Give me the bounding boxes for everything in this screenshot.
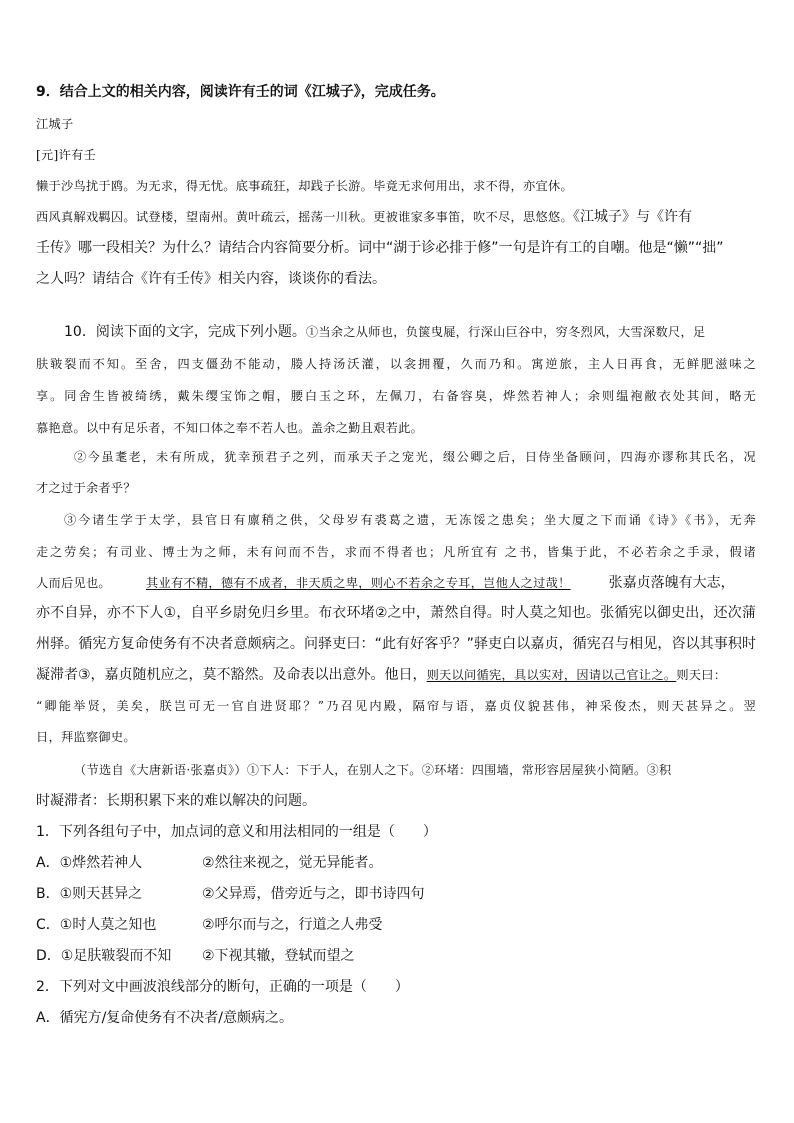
passage-line: 亦不自异，亦不下人①，自平乡尉免归乡里。布衣环堵②之中，萧然自得。时人莫之知也。张循宪以御史出，还次蒲 — [36, 605, 756, 621]
option-text: ②下视其辙，登轼而望之 — [202, 948, 355, 964]
option-text: D．①足肤皲裂而不知 — [36, 948, 172, 964]
q10-intro-text: 10．阅读下面的文字，完成下列小题。 — [64, 324, 306, 340]
passage-text: 则天曰： — [676, 668, 727, 682]
passage-text: 凝滞者③，嘉贞随机应之，莫不豁然。及命表以出意外。他日， — [36, 667, 427, 683]
poem-author: [元]许有壬 — [36, 148, 97, 162]
mcq2-option-a[interactable]: A．循宪方/复命使务有不决者/意颇病之。 — [36, 1010, 294, 1026]
passage-line — [146, 573, 756, 593]
option-text: A．①烨然若神人 — [36, 855, 143, 871]
passage-line: 州驿。循宪方复命使务有不决者意颇病之。问驿吏曰：“此有好客乎？”驿吏白以嘉贞，循宪召与相见，咨以其事积时 — [36, 636, 756, 652]
passage-line — [36, 665, 756, 685]
passage-text: 张嘉贞落魄有大志， — [608, 575, 735, 591]
poem-line-text: 西风真解戏羁囚。试登楼，望南州。黄叶疏云，摇荡一川秋。更被谁家多事笛，吹不尽，思悠悠。 — [36, 210, 573, 224]
passage-line: 人而后见也。 — [36, 576, 111, 590]
mcq1-option-c[interactable] — [36, 915, 756, 935]
option-text: C．①时人莫之知也 — [36, 917, 157, 933]
q9-prompt: 9．结合上文的相关内容，阅读许有壬的词《江城子》，完成任务。 — [36, 84, 445, 100]
footnote-line: 时凝滞者：长期积累下来的难以解决的问题。 — [36, 793, 316, 809]
q10-intro — [64, 322, 756, 342]
mcq1-option-b[interactable] — [36, 884, 756, 904]
poem-line — [36, 207, 756, 227]
poem-line: 懒于沙鸟扰于鸥。为无求，得无忧。底事疏狂，却践子长游。毕竟无求何用出，求不得，亦宜休。 — [36, 179, 573, 193]
option-text: B．①则天甚异之 — [36, 886, 143, 902]
passage-line: ③今诸生学于太学，县官日有廪稍之供，父母岁有裘葛之遗，无冻馁之患矣；坐大厦之下而诵《诗》《书》，无奔 — [64, 513, 756, 527]
mcq1-option-d[interactable] — [36, 946, 756, 966]
passage-line: 肤皲裂而不知。至舍，四支僵劲不能动，媵人持汤沃灌，以衾拥覆，久而乃和。寓逆旅，主人日再食，无鲜肥滋味之 — [36, 357, 756, 371]
passage-line: 日，拜监察御史。 — [36, 730, 136, 744]
underlined-sentence: 其业有不精，德有不成者，非天质之卑，则心不若余之专耳，岂他人之过哉！ — [146, 576, 571, 590]
passage-line: 慕艳意。以中有足乐者，不知口体之奉不若人也。盖余之勤且艰若此。 — [36, 421, 424, 435]
poem-title: 江城子 — [36, 117, 74, 131]
q9-task-text: 之人吗？请结合《许有壬传》相关内容，谈谈你的看法。 — [36, 271, 386, 287]
passage-line: “卿能举贤，美矣，朕岂可无一官自进贤耶？”乃召见内殿，隔帘与语，嘉贞仪貌甚伟，神采俊杰，则天甚异之。翌 — [36, 699, 756, 713]
passage-line: ②今虽耄老，未有所成，犹幸预君子之列，而承天子之宠光，缀公卿之后，日侍坐备顾问，四海亦谬称其氏名，况 — [74, 450, 756, 464]
option-text: ②然往来视之，觉无异能者。 — [202, 855, 383, 871]
mcq1-option-a[interactable] — [36, 853, 756, 873]
option-text: ②父异焉，借旁近与之，即书诗四句 — [202, 886, 425, 902]
passage-line: 享。同舍生皆被绮绣，戴朱缨宝饰之帽，腰白玉之环，左佩刀，右备容臭，烨然若神人；余则缊袍敝衣处其间，略无 — [36, 389, 756, 403]
q9-task-text: 《江城子》与《许有 — [572, 209, 692, 225]
footnote-line — [74, 760, 756, 780]
mcq1-stem: 1．下列各组句子中，加点词的意义和用法相同的一组是（ ） — [36, 824, 437, 840]
source-note: （节选自《大唐新语·张嘉贞》）①下人：下于人，在别人之下。②环堵：四围墙，常形容居屋狭小简陋。③积 — [74, 763, 672, 777]
passage-line: 才之过于余者乎？ — [36, 481, 136, 495]
q9-task-text: 壬传》哪一段相关？为什么？请结合内容简要分析。词中“湖于诊必排于修”一句是许有工的自嘲。他是“懒”“拙” — [36, 240, 724, 256]
passage-text: ①当余之从师也，负箧曳屣，行深山巨谷中，穷冬烈风，大雪深数尺，足 — [305, 325, 706, 339]
passage-line: 走之劳矣；有司业、博士为之师，未有问而不告，求而不得者也；凡所宜有 之书，皆集于此，不必若余之手录，假诸 — [36, 545, 756, 559]
underlined-sentence: 则天以问循宪，具以实对，因请以己官让之。 — [426, 668, 677, 682]
option-text: ②呼尔而与之，行道之人弗受 — [202, 917, 383, 933]
mcq2-stem: 2．下列对文中画波浪线部分的断句，正确的一项是（ ） — [36, 979, 409, 995]
